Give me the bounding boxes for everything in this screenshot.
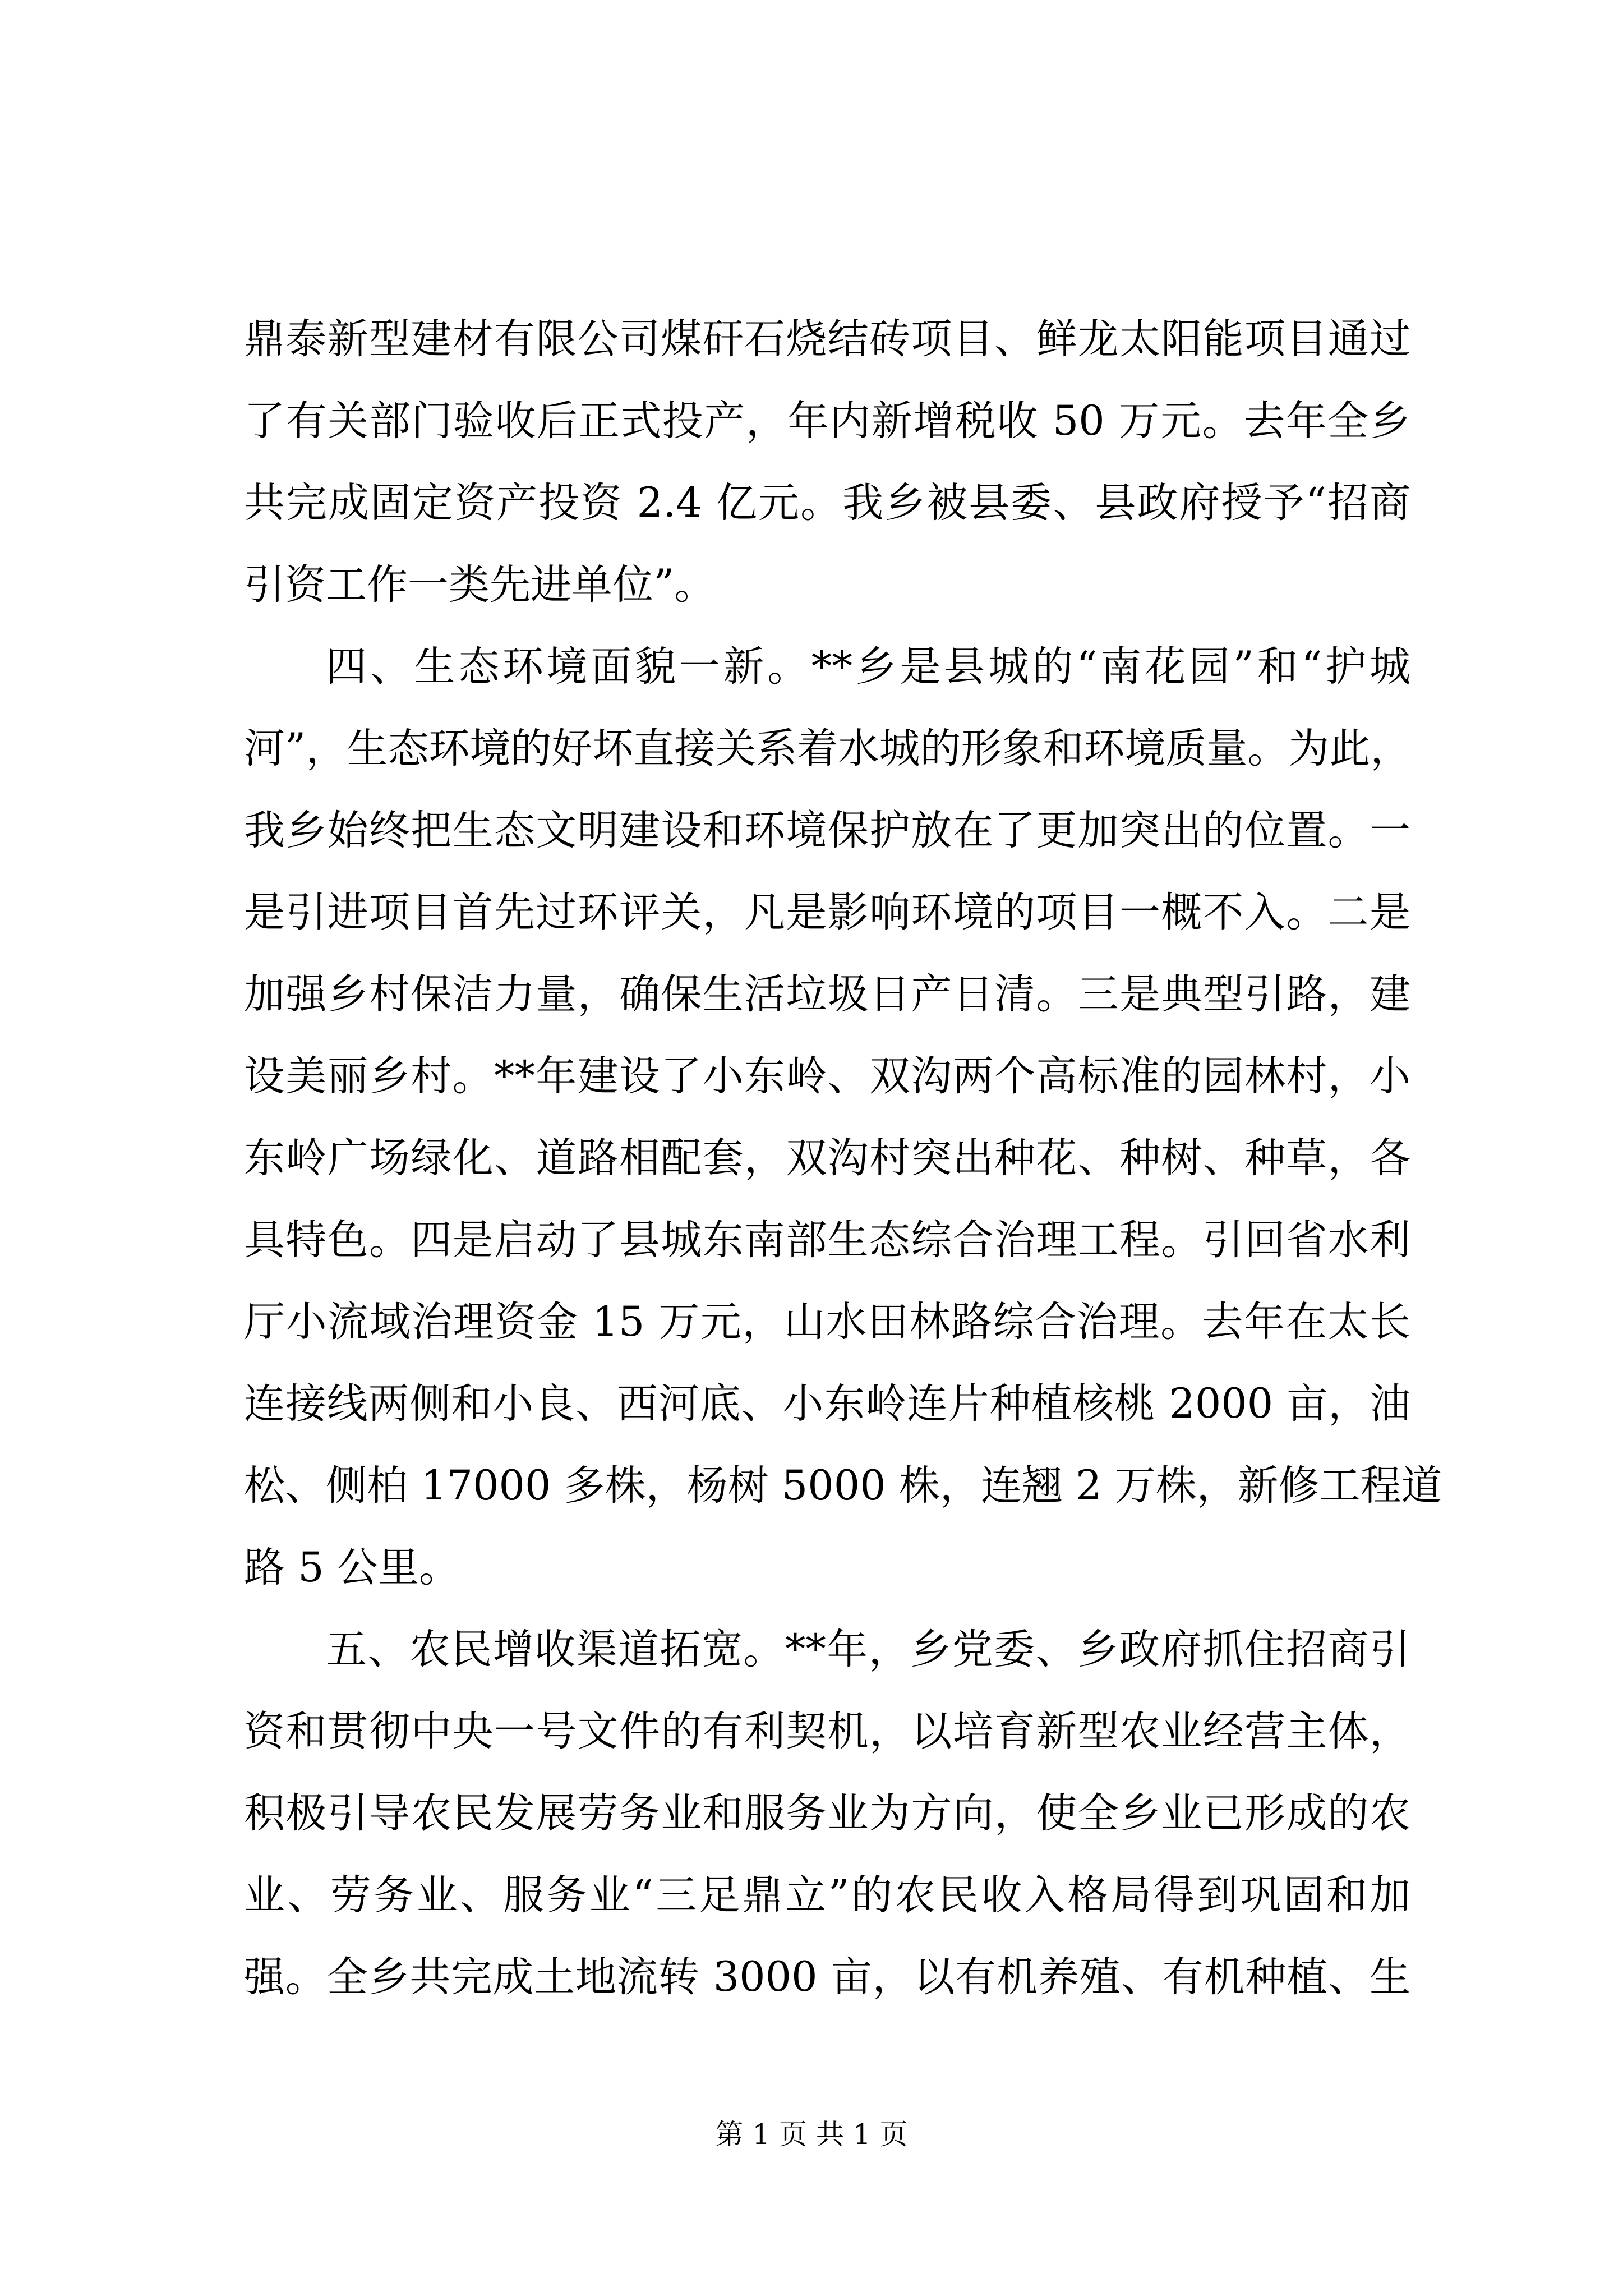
text-line: 河”，生态环境的好坏直接关系着水城的形象和环境质量。为此， [244,725,1412,772]
text-line: 资和贯彻中央一号文件的有利契机，以培育新型农业经营主体， [244,1708,1410,1755]
text-line: 鼎泰新型建材有限公司煤矸石烧结砖项目、鲜龙太阳能项目通过 [244,315,1410,363]
text-line: 东岭广场绿化、道路相配套，双沟村突出种花、种树、种草，各 [244,1134,1410,1182]
text-line: 我乡始终把生态文明建设和环境保护放在了更加突出的位置。一 [244,807,1410,854]
text-line: 积极引导农民发展劳务业和服务业为方向，使全乡业已形成的农 [244,1789,1410,1837]
text-line: 连接线两侧和小良、西河底、小东岭连片种植核桃 2000 亩，油 [244,1380,1410,1428]
text-line: 了有关部门验收后正式投产，年内新增税收 50 万元。去年全乡 [244,397,1410,445]
text-line: 引资工作一类先进单位”。 [244,561,716,609]
text-line: 共完成固定资产投资 2.4 亿元。我乡被县委、县政府授予“招商 [244,479,1410,527]
text-line: 厅小流域治理资金 15 万元，山水田林路综合治理。去年在太长 [244,1298,1410,1346]
paragraph-first-line: 五、农民增收渠道拓宽。**年，乡党委、乡政府抓住招商引 [326,1626,1410,1673]
text-line: 路 5 公里。 [244,1544,460,1591]
text-line: 松、侧柏 17000 多株，杨树 5000 株，连翘 2 万株，新修工程道 [244,1462,1442,1510]
text-line: 加强乡村保洁力量，确保生活垃圾日产日清。三是典型引路，建 [244,970,1410,1018]
text-line: 业、劳务业、服务业“三足鼎立”的农民收入格局得到巩固和加 [244,1871,1410,1919]
text-line: 设美丽乡村。**年建设了小东岭、双沟两个高标准的园林村，小 [244,1052,1410,1100]
page-number-footer: 第 1 页 共 1 页 [715,2118,908,2151]
document-body [244,298,1442,2018]
text-line: 强。全乡共完成土地流转 3000 亩，以有机养殖、有机种植、生 [244,1953,1410,2001]
text-line: 具特色。四是启动了县城东南部生态综合治理工程。引回省水利 [244,1216,1410,1264]
text-line: 是引进项目首先过环评关，凡是影响环境的项目一概不入。二是 [244,889,1410,936]
paragraph-first-line: 四、生态环境面貌一新。**乡是县城的“南花园”和“护城 [326,643,1410,691]
